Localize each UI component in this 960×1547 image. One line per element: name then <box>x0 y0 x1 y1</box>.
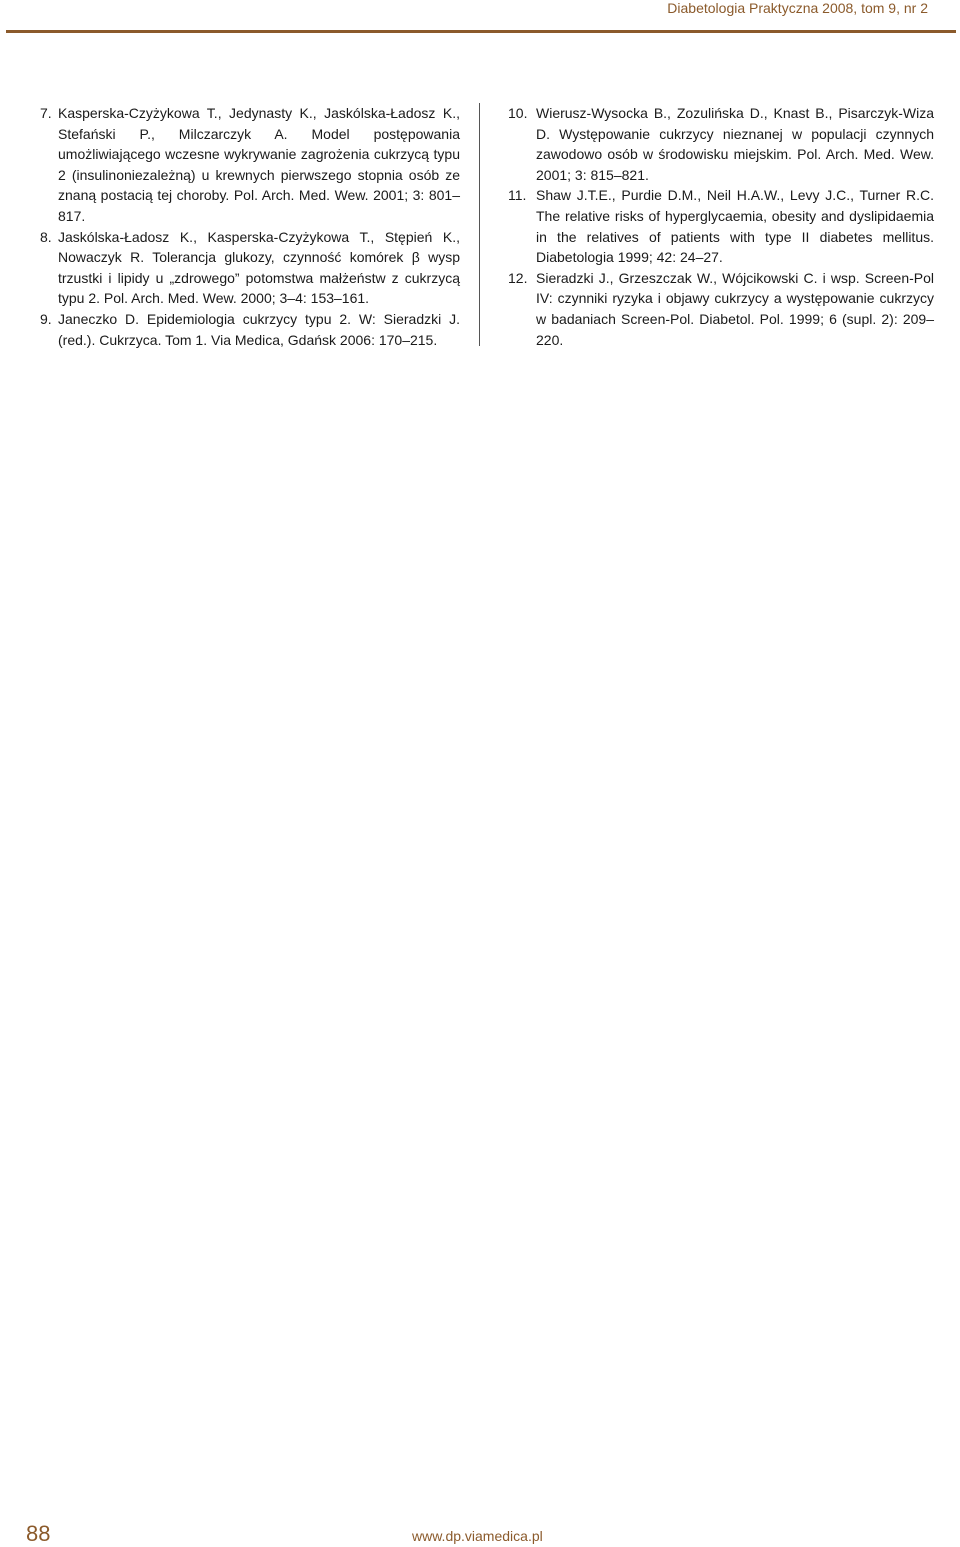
reference-text: Shaw J.T.E., Purdie D.M., Neil H.A.W., Levy J.C., Turner R.C. The relative risks of hyperglycaemia, obesity and dyslipidaemia in the relatives of patients with type II diabetes mellitus. Diabetologia 1999; 42: 24–27. <box>536 187 934 266</box>
reference-number: 10. <box>508 105 528 121</box>
reference-number: 8. <box>40 228 52 245</box>
reference-item <box>508 185 934 267</box>
reference-text: Sieradzki J., Grzeszczak W., Wójcikowski C. i wsp. Screen-Pol IV: czynniki ryzyka i objawy cukrzycy a występowanie cukrzycy w badaniach Screen-Pol. Diabetol. Pol. 1999; 6 (supl. 2): 209–220. <box>536 269 934 348</box>
reference-item <box>40 227 460 309</box>
reference-text: Janeczko D. Epidemiologia cukrzycy typu 2. W: Sieradzki J. (red.). Cukrzyca. Tom 1. Via Medica, Gdańsk 2006: 170–215. <box>58 310 460 348</box>
reference-item <box>40 103 460 227</box>
references-right-column <box>508 103 934 350</box>
reference-number: 11. <box>508 187 527 204</box>
reference-item <box>508 103 934 185</box>
reference-item <box>508 268 934 350</box>
reference-number: 7. <box>40 105 52 121</box>
reference-number: 9. <box>40 310 52 327</box>
header-rule <box>6 30 956 33</box>
reference-text: Wierusz-Wysocka B., Zozulińska D., Knast B., Pisarczyk-Wiza D. Występowanie cukrzycy nieznanej w populacji czynnych zawodowo osób w środowisku miejskim. Pol. Arch. Med. Wew. 2001; 3: 815–821. <box>536 105 934 183</box>
running-header: Diabetologia Praktyczna 2008, tom 9, nr 2 <box>667 0 928 16</box>
reference-item <box>40 309 460 350</box>
reference-text: Kasperska-Czyżykowa T., Jedynasty K., Jaskólska-Ładosz K., Stefański P., Milczarczyk A. Model postępowania umożliwiającego wczesne wykrywanie zagrożenia cukrzycą typu 2 (insulinoniezależną) u krewnych pierwszego stopnia osób ze znaną postacią tej choroby. Pol. Arch. Med. Wew. 2001; 3: 801–817. <box>58 105 460 224</box>
column-divider <box>479 103 480 346</box>
page-number: 88 <box>26 1521 51 1546</box>
references-left-column <box>40 103 460 350</box>
footer-url-link[interactable]: www.dp.viamedica.pl <box>412 1528 543 1544</box>
reference-number: 12. <box>508 269 528 286</box>
reference-text: Jaskólska-Ładosz K., Kasperska-Czyżykowa T., Stępień K., Nowaczyk R. Tolerancja glukozy, czynność komórek β wysp trzustki i lipidy u „zdrowego” potomstwa małżeństw z cukrzycą typu 2. Pol. Arch. Med. Wew. 2000; 3–4: 153–161. <box>58 228 460 307</box>
